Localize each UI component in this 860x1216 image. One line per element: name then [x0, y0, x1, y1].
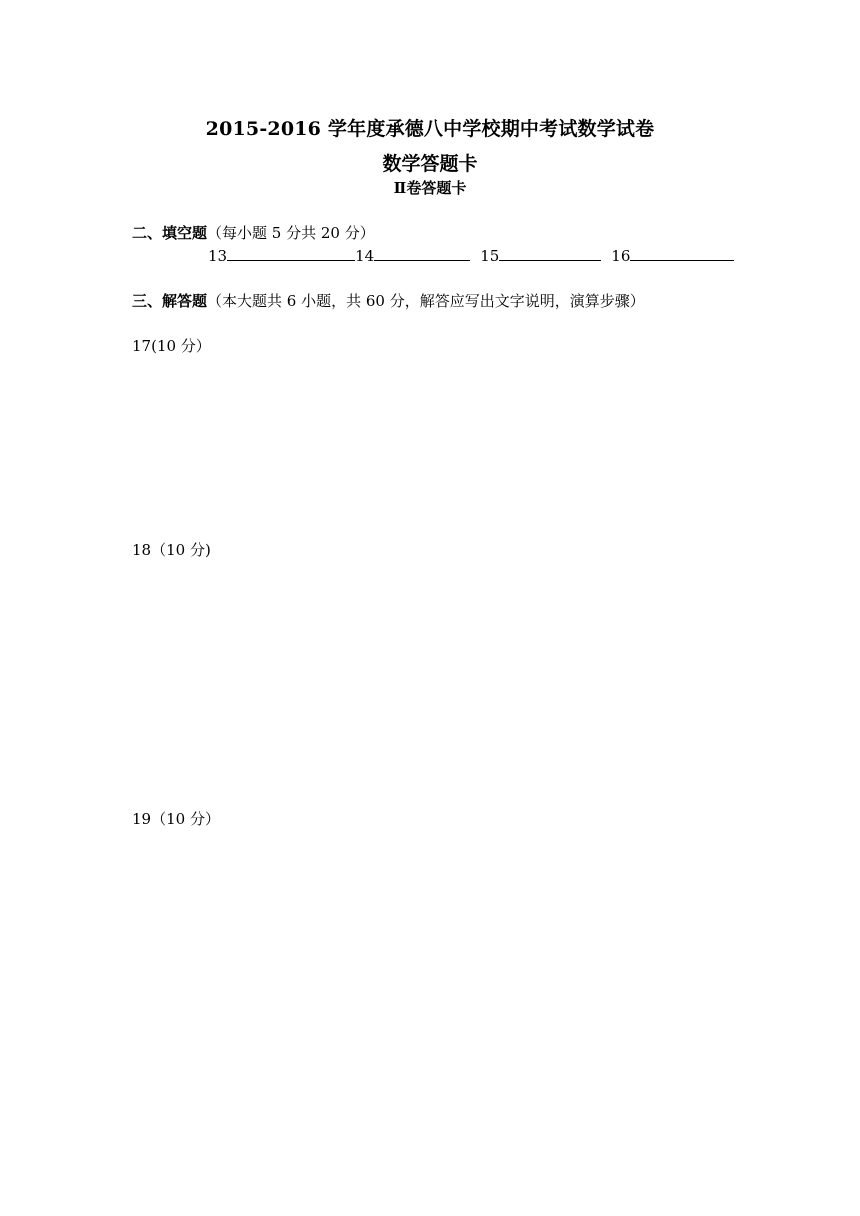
blank-number-13: 13 — [208, 247, 228, 265]
solution-section-heading — [132, 290, 645, 311]
exam-title: 2015-2016 学年度承德八中学校期中考试数学试卷 — [205, 118, 655, 140]
question-19-label: 19（10 分） — [132, 810, 220, 828]
answer-blank-15[interactable] — [499, 246, 601, 261]
section-title: 三、解答题 — [132, 292, 208, 310]
question-18-label: 18（10 分) — [132, 541, 211, 559]
answer-blank-13[interactable] — [227, 246, 355, 261]
answer-blank-14[interactable] — [374, 246, 470, 261]
answer-card-title: 数学答题卡 — [382, 153, 478, 175]
paper-two-answer-card-label: Ⅱ卷答题卡 — [393, 179, 467, 197]
section-note: （每小题 5 分共 20 分） — [207, 224, 375, 242]
question-17-label: 17(10 分） — [132, 337, 211, 355]
section-title: 二、填空题 — [132, 224, 208, 242]
blank-number-15: 15 — [480, 247, 500, 265]
blank-number-16: 16 — [611, 247, 631, 265]
blank-number-14: 14 — [355, 247, 375, 265]
section-note: （本大题共 6 小题，共 60 分，解答应写出文字说明，演算步骤） — [207, 292, 645, 310]
fill-in-blank-answers — [208, 246, 734, 265]
answer-blank-16[interactable] — [630, 246, 734, 261]
fill-in-blank-section-heading — [132, 222, 375, 243]
